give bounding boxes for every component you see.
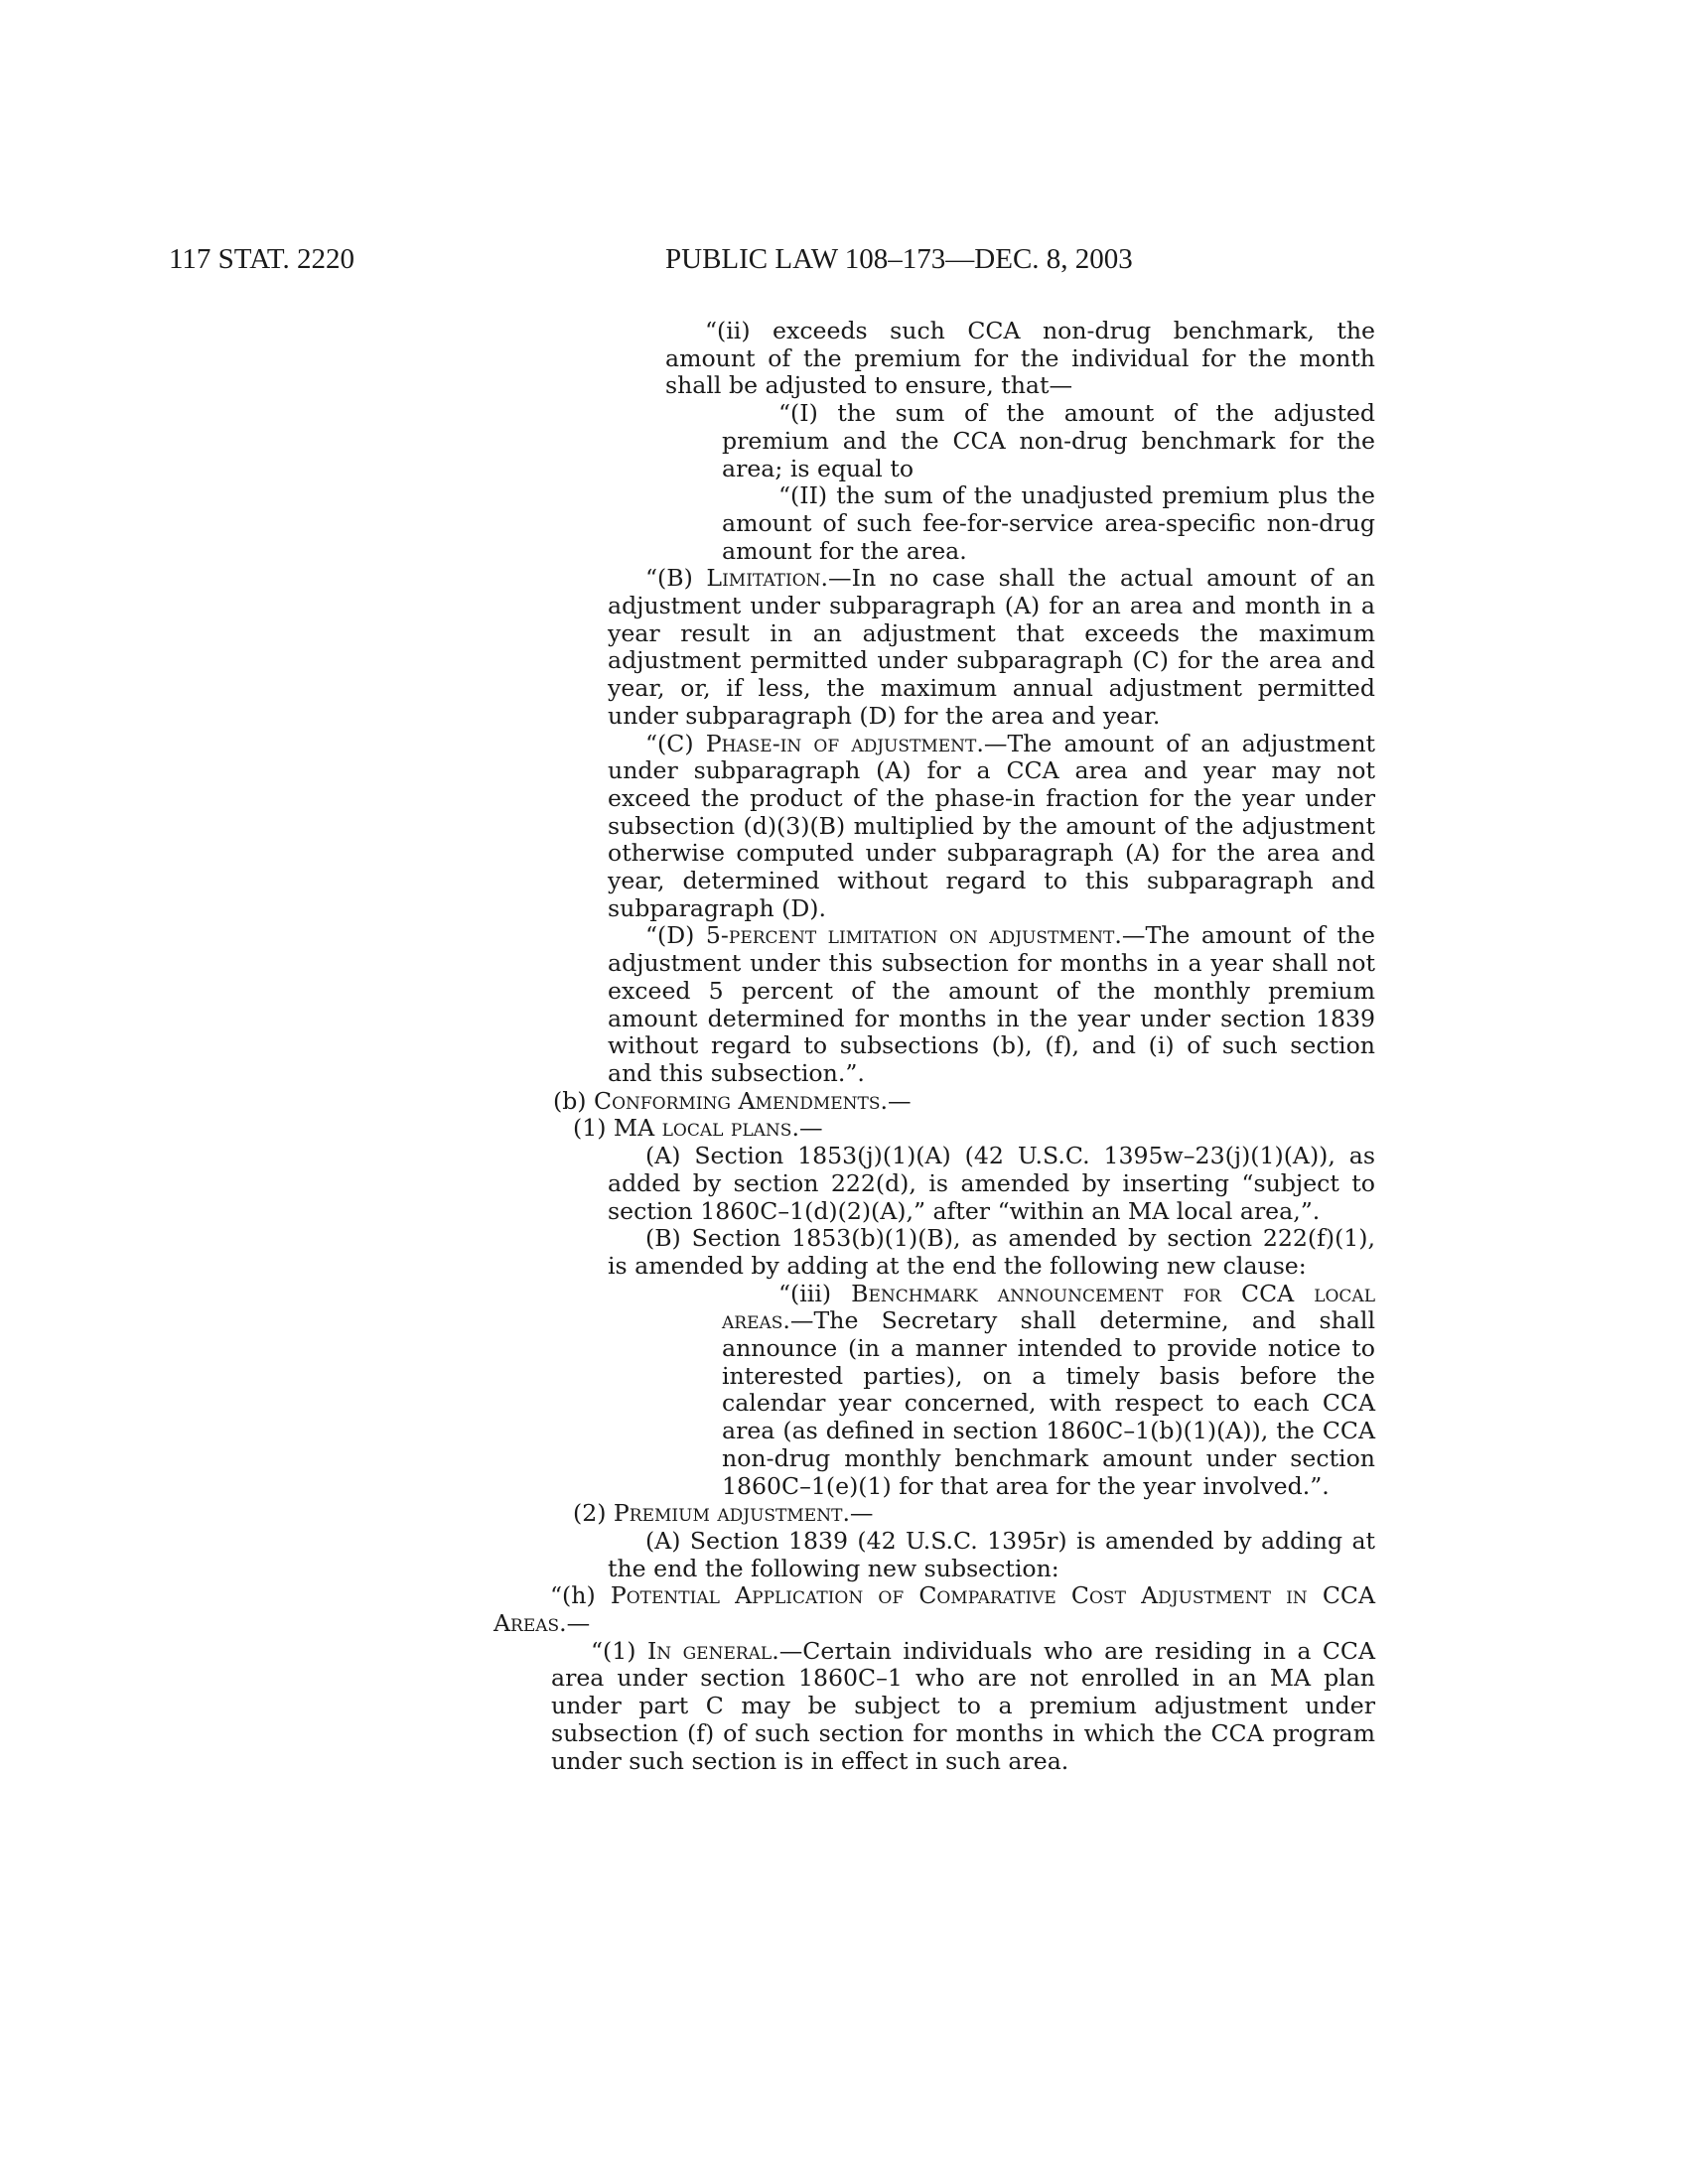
subsection-h	[493, 1582, 1375, 1637]
clause-iii-text: .—The Secretary shall determine, and shall announce (in a manner intended to provide notice to interested parties), on a timely basis before the calendar year concerned, with respect to each CCA area (as defined in section 1860C–1(b)(1)(A)), the CCA non-drug monthly benchmark amount under section 1860C–1(e)(1) for that area for the year involved.”.	[722, 1306, 1375, 1500]
paragraph-1	[573, 1114, 1375, 1143]
subparagraph-c	[608, 731, 1375, 923]
paragraph-2-text: .—	[842, 1499, 874, 1528]
clause-iii	[722, 1281, 1375, 1501]
subparagraph-b-text: .—In no case shall the actual amount of an adjustment under subparagraph (A) for an area and month in a year result in an adjustment that exceeds the maximum adjustment permitted under subparagraph (C) for the area and year, or, if less, the maximum annual adjustment permitted under subparagraph (D) for the area and year.	[608, 564, 1375, 730]
subsection-b-heading: Conforming Amendments	[594, 1086, 881, 1115]
clause-iii-prefix: “(iii)	[778, 1279, 852, 1307]
subparagraph-c-heading: Phase-in of adjustment	[705, 729, 977, 757]
subclause-i: “(I) the sum of the amount of the adjusted premium and the CCA non-drug benchmark for the area; is equal to	[722, 399, 1375, 482]
clause-ii: “(ii) exceeds such CCA non-drug benchmark, the amount of the premium for the individual for the month shall be adjusted to ensure, that—	[665, 317, 1375, 400]
amendment-b: (B) Section 1853(b)(1)(B), as amended by section 222(f)(1), is amended by adding at the end the following new clause:	[608, 1224, 1375, 1280]
subsection-h-paragraph-1	[551, 1638, 1375, 1776]
subparagraph-d-text: .—The amount of the adjustment under this subsection for months in a year shall not exceed 5 percent of the amount of the monthly premium amount determined for months in the year under section 1839 without regard to subsections (b), (f), and (i) of such section and this subsection.”.	[608, 921, 1375, 1087]
subparagraph-d	[608, 922, 1375, 1087]
subparagraph-c-prefix: “(C)	[645, 729, 706, 757]
subsection-b-text: .—	[880, 1086, 912, 1115]
subsection-b-prefix: (b)	[553, 1086, 595, 1115]
subsection-h-paragraph-1-heading: In general	[646, 1636, 773, 1665]
subsection-h-prefix: “(h)	[550, 1581, 611, 1610]
subclause-ii: “(II) the sum of the unadjusted premium plus the amount of such fee-for-service area-specific non-drug amount for the area.	[722, 481, 1375, 565]
subparagraph-d-prefix: “(D)	[645, 921, 706, 950]
amendment-a: (A) Section 1853(j)(1)(A) (42 U.S.C. 1395w–23(j)(1)(A)), as added by section 222(d), is amended by inserting “subject to section 1860C–1(d)(2)(A),” after “within an MA local area,”.	[608, 1142, 1375, 1225]
running-head: PUBLIC LAW 108–173—DEC. 8, 2003	[665, 243, 1133, 275]
document-body	[0, 318, 1688, 1775]
paragraph-2-heading: Premium adjustment	[613, 1499, 843, 1528]
subsection-b	[553, 1086, 1375, 1116]
page-header	[0, 243, 1688, 283]
subsection-h-paragraph-1-prefix: “(1)	[591, 1636, 647, 1665]
subsection-h-heading: Potential Application of Comparative Cost Adjustment in CCA Areas	[493, 1581, 1376, 1638]
subparagraph-d-heading: 5-percent limitation on adjustment	[705, 921, 1115, 950]
paragraph-2-prefix: (2)	[573, 1499, 614, 1528]
statute-citation: 117 STAT. 2220	[169, 243, 354, 275]
subparagraph-b-heading: Limitation	[706, 564, 821, 593]
amendment-2a: (A) Section 1839 (42 U.S.C. 1395r) is amended by adding at the end the following new subsection:	[608, 1526, 1375, 1582]
subparagraph-c-text: .—The amount of an adjustment under subparagraph (A) for a CCA area and year may not exceed the product of the phase-in fraction for the year under subsection (d)(3)(B) multiplied by the amount of the adjustment otherwise computed under subparagraph (A) for the area and year, determined without regard to this subparagraph and subparagraph (D).	[608, 729, 1375, 922]
paragraph-1-heading: MA local plans	[613, 1114, 792, 1143]
paragraph-1-prefix: (1)	[573, 1114, 614, 1143]
subsection-h-text: .—	[559, 1609, 591, 1638]
subparagraph-b	[608, 565, 1375, 730]
subparagraph-b-prefix: “(B)	[645, 564, 707, 593]
subsection-h-paragraph-1-text: .—Certain individuals who are residing in a CCA area under section 1860C–1 who are not enrolled in an MA plan under part C may be subject to a premium adjustment under subsection (f) of such section for months in which the CCA program under such section is in effect in such area.	[551, 1636, 1375, 1775]
clause-iii-heading: Benchmark announcement for CCA local areas	[722, 1279, 1375, 1335]
paragraph-2	[573, 1499, 1375, 1528]
paragraph-1-text: .—	[791, 1114, 823, 1143]
